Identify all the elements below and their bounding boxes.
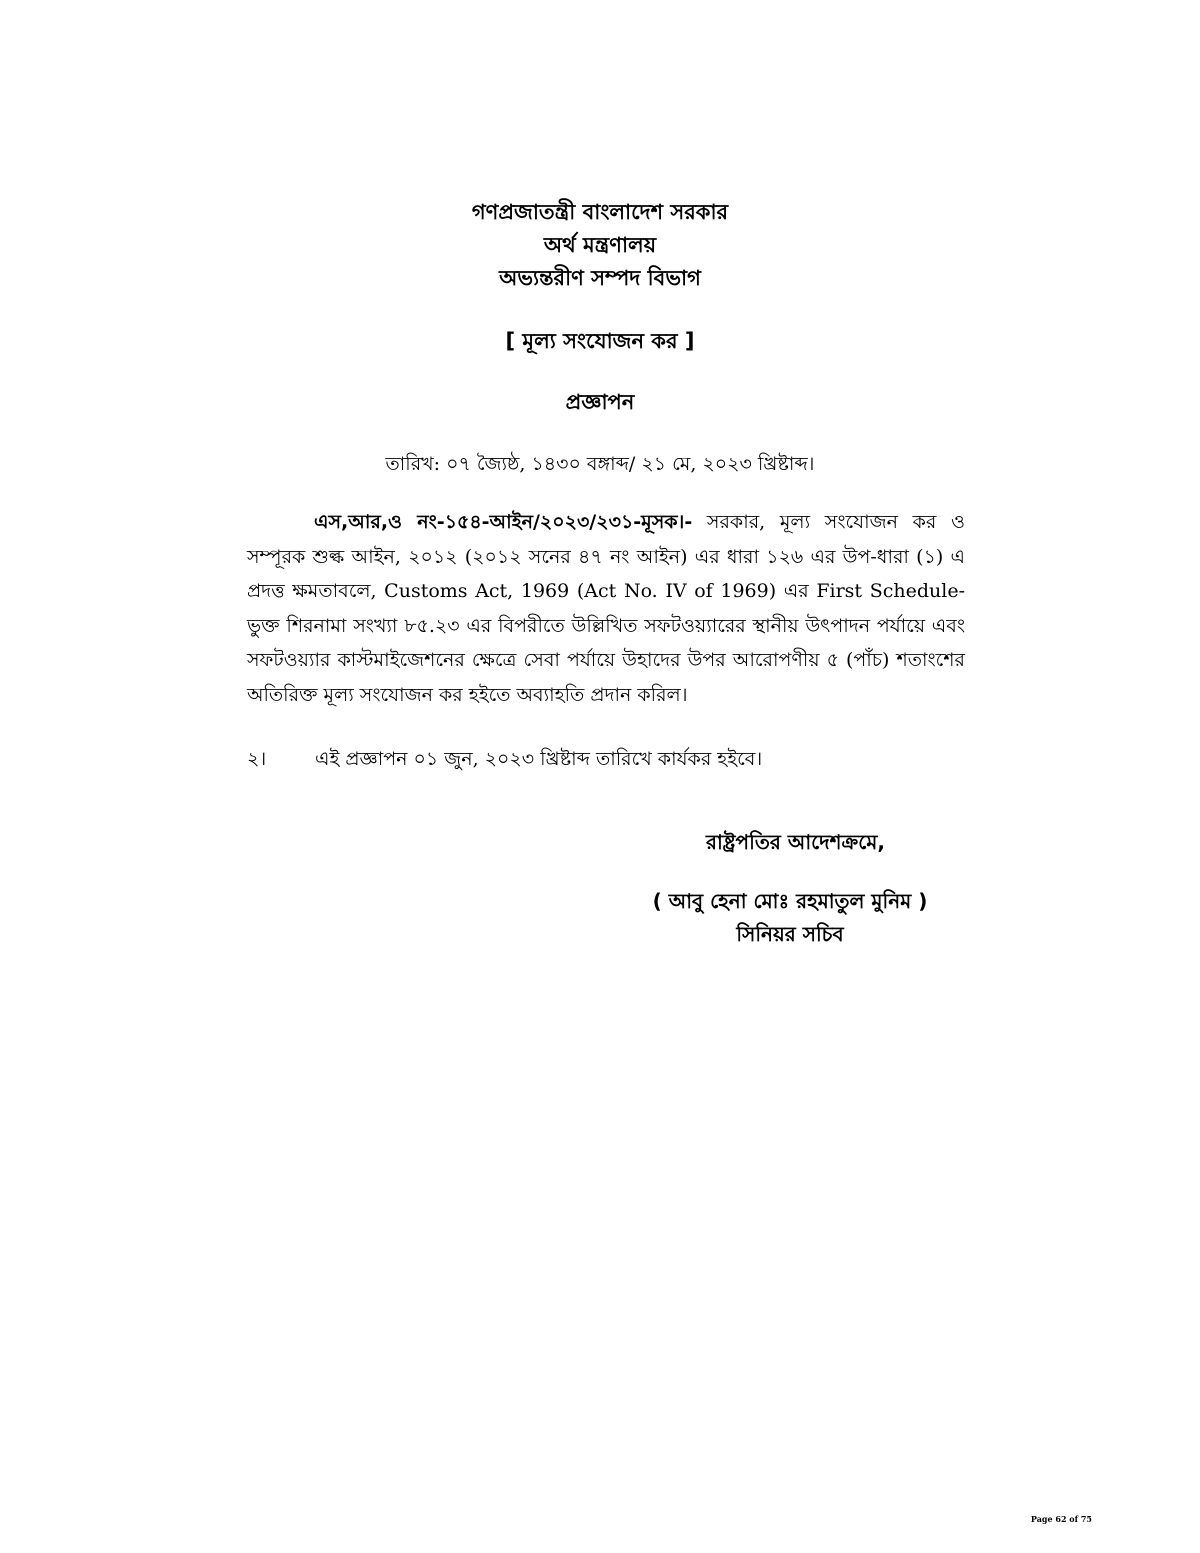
paragraph-number: ২।: [247, 748, 267, 770]
government-name: গণপ্রজাতন্ত্রী বাংলাদেশ সরকার: [471, 200, 729, 224]
effective-date-text: এই প্রজ্ঞাপন ০১ জুন, ২০২৩ খ্রিষ্টাব্দ তারিখে কার্যকর হইবে।: [315, 748, 763, 770]
signatory-name: ( আবু হেনা মোঃ রহমাতুল মুনিম ): [652, 889, 928, 913]
order-by-president: রাষ্ট্রপতির আদেশক্রমে,: [706, 830, 885, 854]
sro-reference-number: এস,আর,ও নং-১৫৪-আইন/২০২৩/২৩১-মূসক।-: [314, 511, 693, 533]
division-name: অভ্যন্তরীণ সম্পদ বিভাগ: [499, 266, 701, 290]
notification-date: তারিখ: ০৭ জ্যৈষ্ঠ, ১৪৩০ বঙ্গাব্দ/ ২১ মে, ২০২৩ খ্রিষ্টাব্দ।: [385, 453, 815, 475]
paragraph-body-text: সরকার, মূল্য সংযোজন কর ও সম্পূরক শুল্ক আইন, ২০১২ (২০১২ সনের ৪৭ নং আইন) এর ধারা ১২৬ এর উপ-ধারা (১) এ প্রদত্ত ক্ষমতাবলে, Customs Act, 1969 (Act No. IV of 1969) এর First Schedule-ভুক্ত শিরনামা সংখ্যা ৮৫.২৩ এর বিপরীতে উল্লিখিত সফটওয়্যারের স্থানীয় উৎপাদন পর্যায়ে এবং সফটওয়্যার কাস্টমাইজেশনের ক্ষেত্রে সেবা পর্যায়ে উহাদের উপর আরোপণীয় ৫ (পাঁচ) শতাংশের অতিরিক্ত মূল্য সংযোজন কর হইতে অব্যাহতি প্রদান করিল।: [247, 511, 965, 706]
effective-date-paragraph: [247, 745, 762, 777]
notification-body-paragraph: [247, 505, 965, 712]
signature-block: [640, 885, 940, 951]
document-header: [0, 196, 1200, 295]
ministry-name: অর্থ মন্ত্রণালয়: [543, 233, 657, 257]
signatory-designation: সিনিয়র সচিব: [736, 922, 844, 946]
page-number: Page 62 of 75: [1030, 1514, 1092, 1524]
tax-type-heading: [ মূল্য সংযোজন কর ]: [505, 329, 695, 353]
notification-title: প্রজ্ঞাপন: [565, 390, 635, 414]
